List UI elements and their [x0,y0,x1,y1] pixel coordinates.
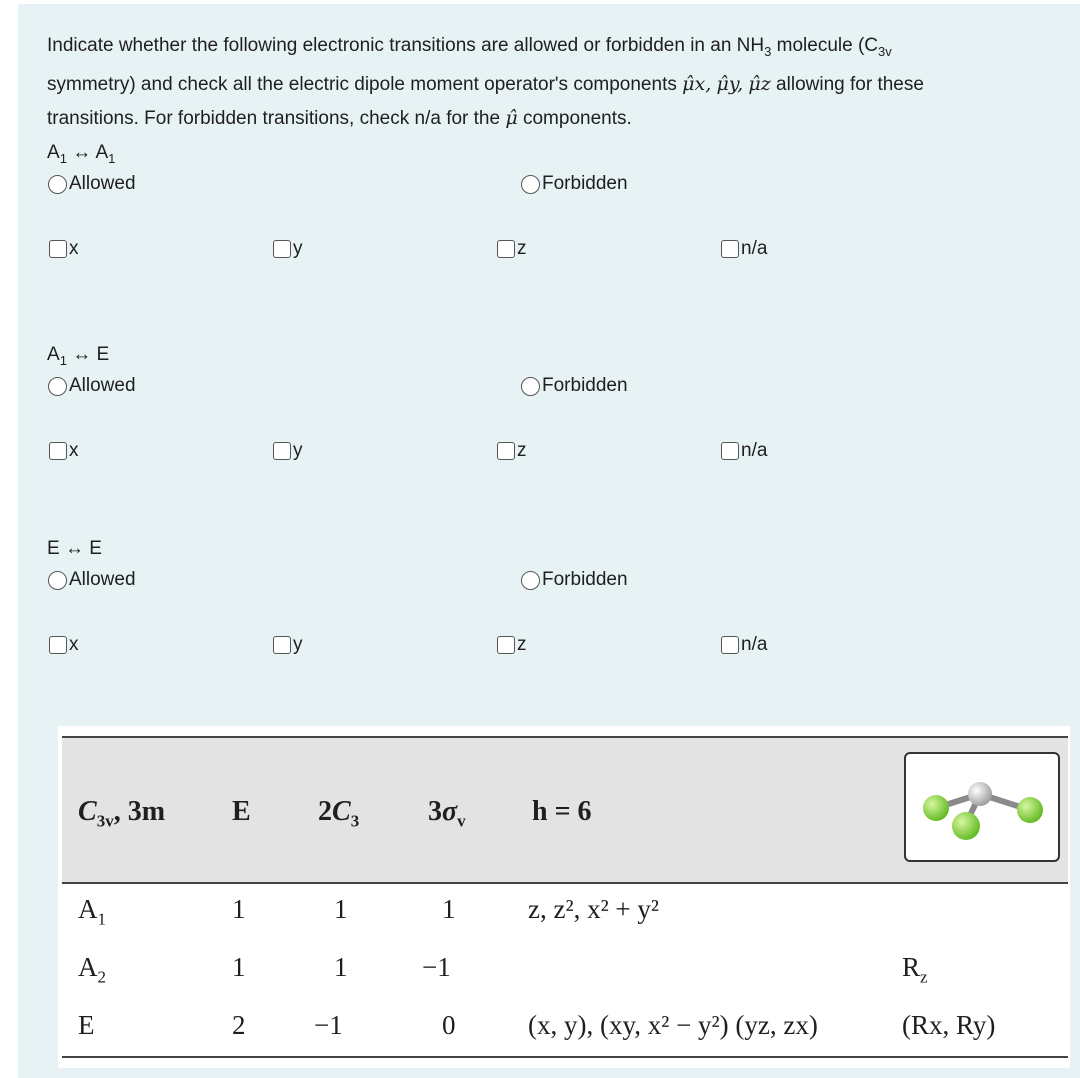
ligand-atom [1017,797,1043,823]
header-3sv: $3\sigma_v$ [428,796,466,831]
radio-allowed-3[interactable]: Allowed [48,569,136,591]
a2-e: 1 [232,952,246,982]
molecule-model-icon [906,754,1058,860]
a2-sv: −1 [422,952,451,982]
checkbox-na-3[interactable]: n/a [721,634,767,656]
checkbox-z-1[interactable]: z [497,238,527,260]
irrep-a2: $A_2$ [78,952,106,987]
checkbox-na-1[interactable]: n/a [721,238,767,260]
e-c3: −1 [314,1010,343,1040]
mu-z-symbol: μ̂z [748,73,771,96]
radio-forbidden-1[interactable]: Forbidden [521,173,628,195]
ligand-atom [923,795,949,821]
mu-symbol: μ̂ [505,106,518,129]
irrep-e: E [78,1010,95,1040]
checkbox-x-3[interactable]: x [49,634,79,656]
header-order: h = 6 [532,796,592,827]
mu-x-symbol: μ̂x, [682,73,712,96]
radio-allowed-1[interactable]: Allowed [48,173,136,195]
transition-label-e-e: E ↔ E [47,538,102,559]
checkbox-y-1[interactable]: y [273,238,303,260]
mu-y-symbol: μ̂y, [716,73,744,96]
checkbox-y-2[interactable]: y [273,440,303,462]
radio-allowed-2[interactable]: Allowed [48,375,136,397]
a2-rotation: $R_z$ [902,952,928,987]
checkbox-z-2[interactable]: z [497,440,527,462]
header-e: E [232,796,251,827]
checkbox-z-3[interactable]: z [497,634,527,656]
transition-label-a1-e: $A_1$ ↔ E [47,344,110,368]
e-rotation: (Rx, Ry) [902,1010,996,1040]
a1-sv: 1 [442,894,456,924]
question-text: Indicate whether the following electronic transitions are allowed or forbidden in an $NH_3$ molecule ($C_{3v}$ symmetry) and check all the electric dipole moment operator's components μ̂x, μ̂y, μ̂z allowing for these transitions. For forbidden transitions, check n/a for the μ̂ components. [47,35,924,129]
irrep-a1: $A_1$ [78,894,106,929]
radio-forbidden-2[interactable]: Forbidden [521,375,628,397]
table-bottom-rule [62,1056,1068,1058]
a1-e: 1 [232,894,246,924]
molecule-model [904,752,1060,862]
radio-forbidden-3[interactable]: Forbidden [521,569,628,591]
header-2c3: $2C_3$ [318,796,360,831]
e-functions: (x, y), (xy, x² − y²) (yz, zx) [528,1010,818,1040]
central-atom [968,782,992,806]
checkbox-y-3[interactable]: y [273,634,303,656]
transition-label-a1-a1: $A_1$ ↔ $A_1$ [47,142,116,166]
checkbox-na-2[interactable]: n/a [721,440,767,462]
a1-c3: 1 [334,894,348,924]
point-group-label: $C_{3v}$, 3m [78,796,166,831]
e-e: 2 [232,1010,246,1040]
a1-functions: z, z², x² + y² [528,894,659,924]
e-sv: 0 [442,1010,456,1040]
checkbox-x-1[interactable]: x [49,238,79,260]
ligand-atom [952,812,980,840]
a2-c3: 1 [334,952,348,982]
checkbox-x-2[interactable]: x [49,440,79,462]
